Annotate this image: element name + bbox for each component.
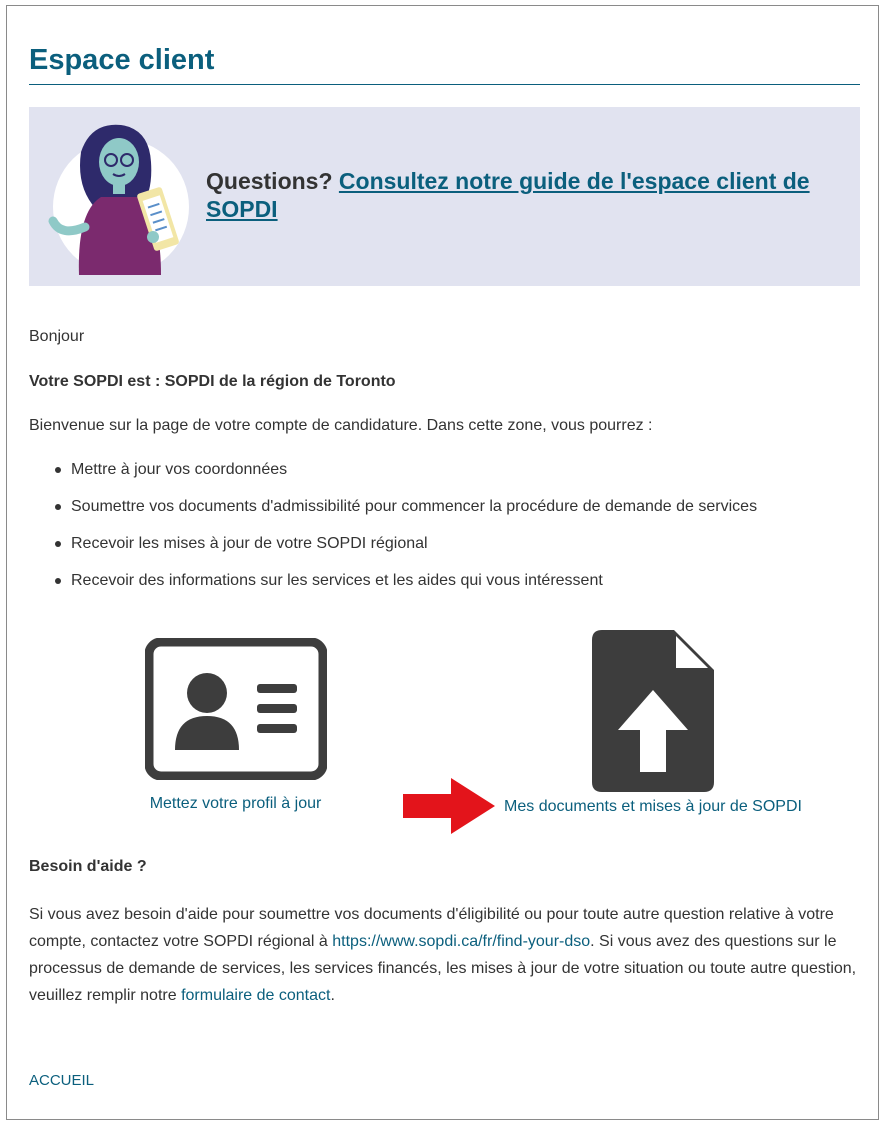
list-item xyxy=(29,571,757,608)
sopdi-region-line: Votre SOPDI est : SOPDI de la région de Toronto xyxy=(29,373,396,390)
help-banner xyxy=(29,107,860,286)
help-banner-text xyxy=(206,167,851,223)
list-item xyxy=(29,534,757,571)
guide-link[interactable]: Consultez notre guide de l'espace client de SOPDI xyxy=(206,168,810,222)
greeting: Bonjour xyxy=(29,328,85,345)
contact-form-link[interactable]: formulaire de contact xyxy=(181,987,331,1004)
list-item xyxy=(29,497,757,534)
file-upload-icon[interactable] xyxy=(592,630,714,792)
documents-tile[interactable] xyxy=(493,630,813,816)
title-divider xyxy=(29,84,860,85)
help-text: Si vous avez besoin d'aide pour soumettre vos documents d'éligibilité ou pour toute autre question relative à votre compte, contactez votre SOPDI régional à xyxy=(29,906,834,950)
banner-question: Questions? xyxy=(206,168,339,194)
intro-text: Bienvenue sur la page de votre compte de candidature. Dans cette zone, vous pourrez : xyxy=(29,417,653,434)
bullet-icon xyxy=(55,578,61,584)
list-item-text: Recevoir les mises à jour de votre SOPDI régional xyxy=(71,535,428,552)
bullet-icon xyxy=(55,504,61,510)
help-text: . Si vous avez des questions sur le processus de demande de services, les services financés, les mises à jour de votre situation ou toute autre question, veuillez remplir notre xyxy=(29,933,857,1004)
bullet-icon xyxy=(55,541,61,547)
page-frame xyxy=(6,5,879,1120)
list-item-text: Recevoir des informations sur les services et les aides qui vous intéressent xyxy=(71,572,603,589)
home-link[interactable]: ACCUEIL xyxy=(29,1072,95,1089)
help-text: . xyxy=(330,987,335,1004)
help-illustration-icon xyxy=(41,117,191,277)
bullet-icon xyxy=(55,467,61,473)
page-title: Espace client xyxy=(29,44,215,76)
help-title: Besoin d'aide ? xyxy=(29,858,147,875)
feature-list xyxy=(29,460,757,608)
sopdi-url-link[interactable]: https://www.sopdi.ca/fr/find-your-dso xyxy=(332,933,591,950)
profile-link[interactable]: Mettez votre profil à jour xyxy=(149,795,322,812)
documents-link[interactable]: Mes documents et mises à jour de SOPDI xyxy=(504,798,802,815)
id-card-icon[interactable] xyxy=(145,638,327,780)
help-paragraph xyxy=(29,901,859,1009)
list-item xyxy=(29,460,757,497)
red-arrow-icon xyxy=(403,778,495,834)
list-item-text: Mettre à jour vos coordonnées xyxy=(71,461,288,478)
list-item-text: Soumettre vos documents d'admissibilité pour commencer la procédure de demande de services xyxy=(71,498,758,515)
profile-tile[interactable] xyxy=(143,638,328,813)
